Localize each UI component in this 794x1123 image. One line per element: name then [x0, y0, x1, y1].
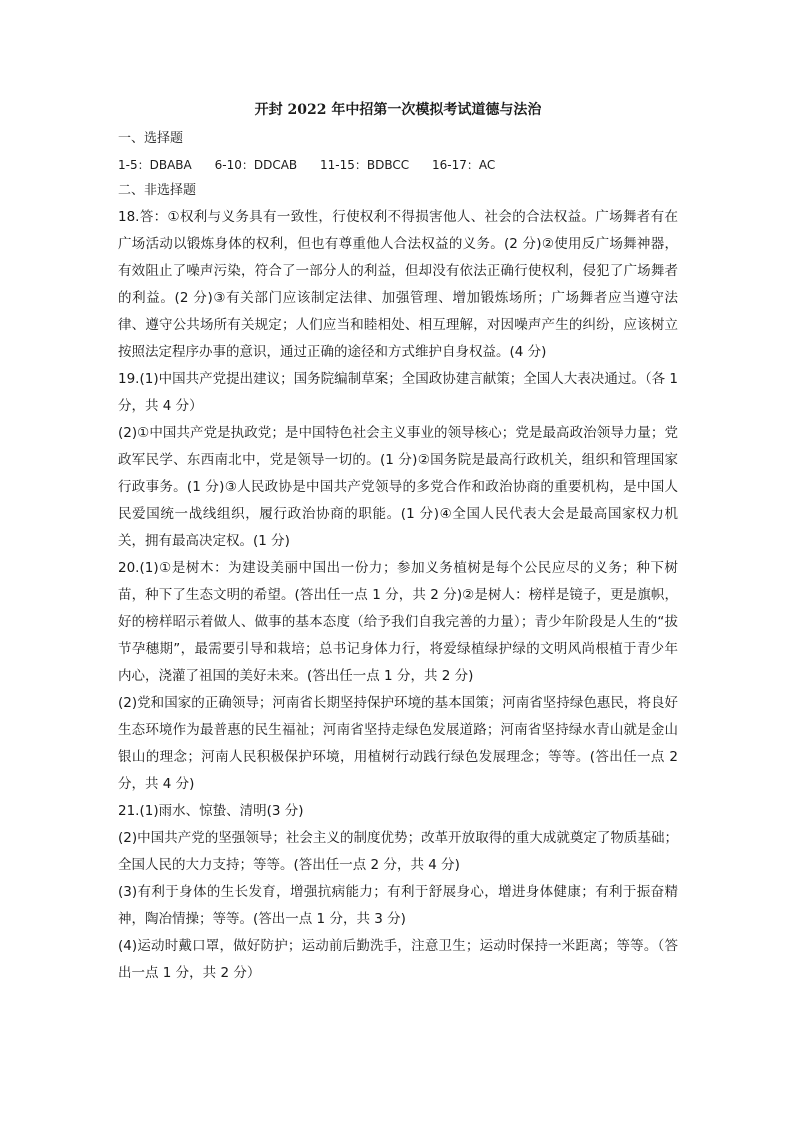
answer-21-4: (4)运动时戴口罩，做好防护；运动前后勤洗手，注意卫生；运动时保持一米距离；等等。（答出一点 1 分，共 2 分） [118, 938, 678, 981]
section-heading-nonchoice: 二、非选择题 [118, 183, 197, 198]
section-heading-choice: 一、选择题 [118, 131, 184, 146]
document-page [118, 100, 678, 987]
answer-19-1: 19.(1)中国共产党提出建议；国务院编制草案；全国政协建言献策；全国人大表决通过。（各 1 分，共 4 分） [118, 371, 678, 414]
answer-20-2: (2)党和国家的正确领导；河南省长期坚持保护环境的基本国策；河南省坚持绿色惠民，将良好生态环境作为最普惠的民生福祉；河南省坚持走绿色发展道路；河南省坚持绿水青山就是金山银山的理念；河南人民积极保护环境，用植树行动践行绿色发展理念；等等。(答出任一点 2 分，共 4 分) [118, 695, 678, 792]
answer-18: 18.答：①权利与义务具有一致性，行使权利不得损害他人、社会的合法权益。广场舞者有在广场活动以锻炼身体的权利，但也有尊重他人合法权益的义务。(2 分)②使用反广场舞神器，有效阻止了噪声污染，符合了一部分人的利益，但却没有依法正确行使权利，侵犯了广场舞者的利益。(2 分)③有关部门应该制定法律、加强管理、增加锻炼场所；广场舞者应当遵守法律、遵守公共场所有关规定；人们应当和睦相处、相互理解，对因噪声产生的纠纷，应该树立按照法定程序办事的意识，通过正确的途径和方式维护自身权益。(4 分) [118, 209, 678, 360]
answer-21-2: (2)中国共产党的坚强领导；社会主义的制度优势；改革开放取得的重大成就奠定了物质基础；全国人民的大力支持；等等。(答出任一点 2 分，共 4 分) [118, 830, 678, 873]
answer-20-1: 20.(1)①是树木：为建设美丽中国出一份力；参加义务植树是每个公民应尽的义务；种下树苗，种下了生态文明的希望。(答出任一点 1 分，共 2 分)②是树人：榜样是镜子，更是旗帜，好的榜样昭示着做人、做事的基本态度（给予我们自我完善的力量）；青少年阶段是人生的“拔节孕穗期”，最需要引导和栽培；总书记身体力行，将爱绿植绿护绿的文明风尚根植于青少年内心，浇灌了祖国的美好未来。(答出任一点 1 分，共 2 分) [118, 560, 678, 684]
answer-19-2: (2)①中国共产党是执政党；是中国特色社会主义事业的领导核心；党是最高政治领导力量；党政军民学、东西南北中，党是领导一切的。(1 分)②国务院是最高行政机关，组织和管理国家行政事务。(1 分)③人民政协是中国共产党领导的多党合作和政治协商的重要机构，是中国人民爱国统一战线组织，履行政治协商的职能。(1 分)④全国人民代表大会是最高国家权力机关，拥有最高决定权。(1 分) [118, 425, 678, 549]
document-title: 开封 2022 年中招第一次模拟考试道德与法治 [254, 102, 542, 118]
answer-21-1: 21.(1)雨水、惊蛰、清明(3 分) [118, 803, 304, 819]
choice-answers: 1-5：DBABA 6-10：DDCAB 11-15：BDBCC 16-17：AC [118, 158, 496, 172]
answer-21-3: (3)有利于身体的生长发育，增强抗病能力；有利于舒展身心，增进身体健康；有利于振奋精神，陶冶情操；等等。(答出一点 1 分，共 3 分) [118, 884, 678, 927]
